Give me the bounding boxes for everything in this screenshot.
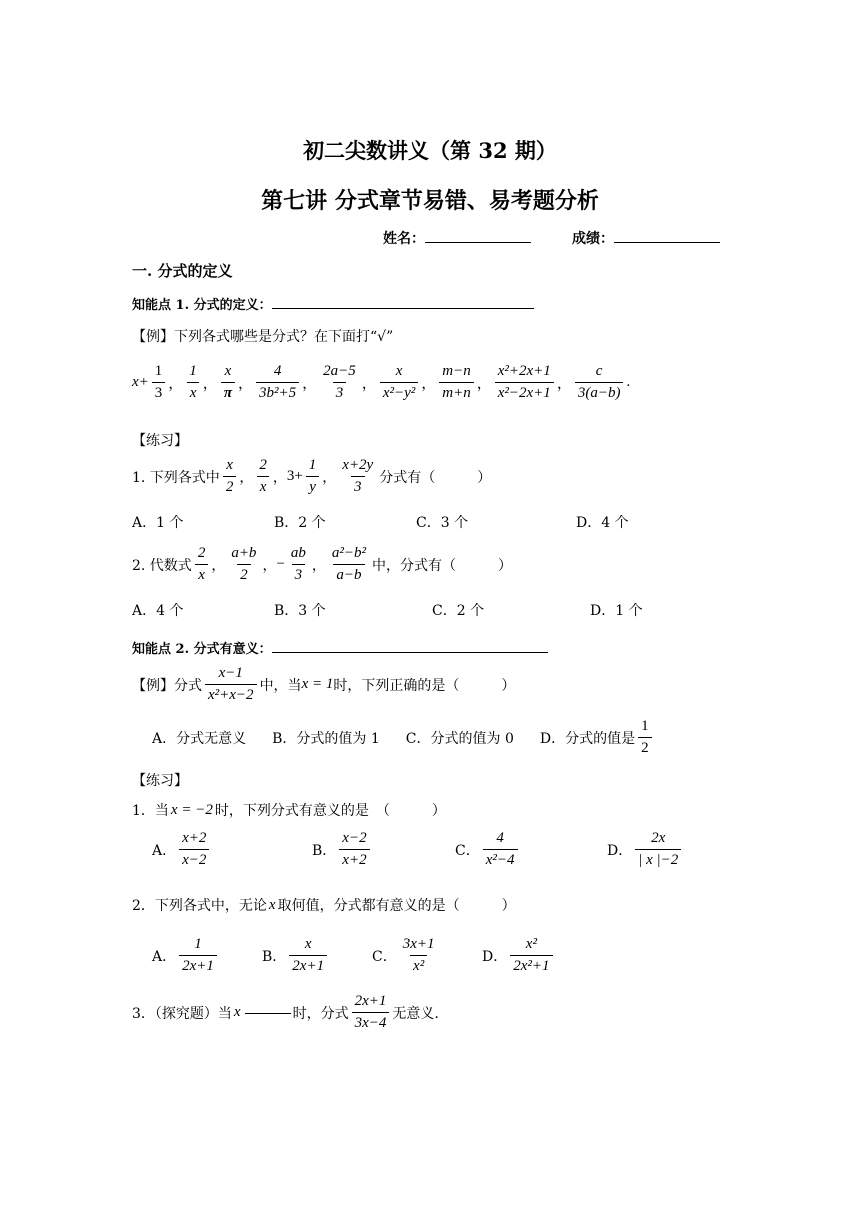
- practice-2-option-c[interactable]: C．2 个: [432, 603, 485, 619]
- score-field[interactable]: [572, 228, 720, 248]
- page-subtitle: 第七讲 分式章节易错、易考题分析: [261, 188, 599, 214]
- example-2-option-c[interactable]: C．分式的值为 0: [405, 730, 514, 747]
- knowledge-point-2: [132, 638, 548, 657]
- question-2-option-b[interactable]: B． $\frac{x}{2x+1}$: [262, 936, 330, 976]
- question-2-option-c[interactable]: C． $\frac{3x+1}{\text{x²}}$: [372, 936, 435, 975]
- practice-1-option-c[interactable]: C．3 个: [416, 515, 469, 531]
- practice-label-2: 【练习】: [132, 773, 188, 789]
- kp2-blank[interactable]: [272, 651, 548, 653]
- expr-e-fraction: $\frac{2a-5}{3}$: [323, 363, 356, 402]
- expr-b-fraction: $\frac{1}{x}$: [186, 363, 200, 403]
- practice-1-option-b[interactable]: B．2 个: [274, 515, 326, 531]
- practice-label-1: 【练习】: [132, 433, 188, 449]
- example-2-question: 【例】分式 $\frac{x-1}{\text{x²+x−2}}$ 中，当 x = 1 时，下列正确的是（ ）: [132, 665, 516, 704]
- example-2-options: A．分式无意义 B．分式的值为 1 C．分式的值为 0 D．分式的值是 $\frac{1}{2}$: [152, 718, 655, 758]
- kp2-label: 知能点 2. 分式有意义：: [132, 642, 272, 657]
- example-2-option-d[interactable]: D．分式的值是: [539, 730, 636, 747]
- example-1-text: 【例】下列各式哪些是分式？在下面打“√”: [132, 329, 394, 345]
- section-heading: 一. 分式的定义: [132, 262, 233, 280]
- expr-a-prefix: x+: [132, 374, 149, 391]
- question-3-blank[interactable]: [245, 1012, 291, 1014]
- score-blank[interactable]: [614, 241, 720, 243]
- practice-2-option-d[interactable]: D．1 个: [590, 603, 643, 619]
- expr-d-fraction: $\frac{4}{\text{3b²+5}}$: [256, 363, 299, 403]
- practice-1-option-a[interactable]: A．1 个: [132, 515, 184, 531]
- name-field[interactable]: [383, 228, 531, 248]
- practice-1-question: 1. 下列各式中 $\frac{x}{2}$ ， $\frac{2}{x}$ ， 3+ $\frac{1}{y}$ ， $\frac{x+2y}{3}$ 分式有（ ）: [132, 457, 492, 496]
- example-1-expressions: x+ $\frac{1}{3}$ ， $\frac{1}{x}$ ， $\frac{x}{\pi}$ ， $\frac{4}{\text{3b²+5}}$ ， $\frac{2a-5}{3}$ ， $\frac{x}{\text{x²−y²}}$ ， $\frac{m-n}{m+n}$ ， $\frac{\text{x²+2x+1}}{\text{x²−2x+1}}$ ， $\frac{c}{3(a-b)}$ .: [132, 363, 631, 402]
- practice-2-question: 2. 代数式 $\frac{2}{x}$ ， $\frac{a+b}{2}$ ， − $\frac{ab}{3}$ ， $\frac{\text{a²−b²}}{a-b}$ 中，分式有（ ）: [132, 545, 513, 584]
- name-label: 姓名：: [383, 231, 425, 247]
- expr-a-fraction: $\frac{1}{3}$: [152, 363, 166, 403]
- name-blank[interactable]: [425, 241, 531, 243]
- expr-f-fraction: $\frac{x}{\text{x²−y²}}$: [380, 363, 418, 403]
- kp1-blank[interactable]: [272, 307, 534, 309]
- question-2-option-a[interactable]: A． $\frac{1}{2x+1}$: [152, 936, 220, 976]
- question-1-option-d[interactable]: D． $\frac{2x}{| x |-2}$: [607, 830, 684, 870]
- practice-1-option-d[interactable]: D．4 个: [576, 515, 629, 531]
- practice-2-option-b[interactable]: B．3 个: [274, 603, 326, 619]
- practice-2-option-a[interactable]: A．4 个: [132, 603, 184, 619]
- question-1-option-b[interactable]: B． $\frac{x-2}{x+2}$: [312, 830, 373, 870]
- question-2-option-d[interactable]: D． $\frac{\text{x²}}{\text{2x²+1}}$: [482, 936, 556, 976]
- expr-c-fraction: $\frac{x}{\pi}$: [221, 363, 235, 403]
- question-1-option-c[interactable]: C． $\frac{4}{\text{x²−4}}$: [455, 830, 521, 870]
- question-2-text: 2．下列各式中，无论 x 取何值，分式都有意义的是（ ）: [132, 896, 516, 914]
- question-1-text: 1．当 x = −2 时，下列分式有意义的是 （ ）: [132, 801, 446, 819]
- score-label: 成绩：: [572, 231, 614, 247]
- knowledge-point-1: [132, 294, 534, 313]
- question-3-text: 3．（探究题）当 x 时，分式 $\frac{2x+1}{3x-4}$ 无意义.: [132, 993, 439, 1032]
- expr-i-fraction: $\frac{c}{3(a-b)}$: [575, 363, 624, 403]
- question-1-option-a[interactable]: A． $\frac{x+2}{x-2}$: [152, 830, 212, 870]
- kp1-label: 知能点 1. 分式的定义：: [132, 298, 272, 313]
- expr-g-fraction: $\frac{m-n}{m+n}$: [439, 363, 473, 403]
- example-2-option-a[interactable]: A．分式无意义: [152, 730, 247, 747]
- expr-h-fraction: $\frac{\text{x²+2x+1}}{\text{x²−2x+1}}$: [495, 363, 554, 403]
- page-title: 初二尖数讲义（第 32 期）: [303, 138, 557, 163]
- example-2-option-b[interactable]: B．分式的值为 1: [272, 730, 380, 747]
